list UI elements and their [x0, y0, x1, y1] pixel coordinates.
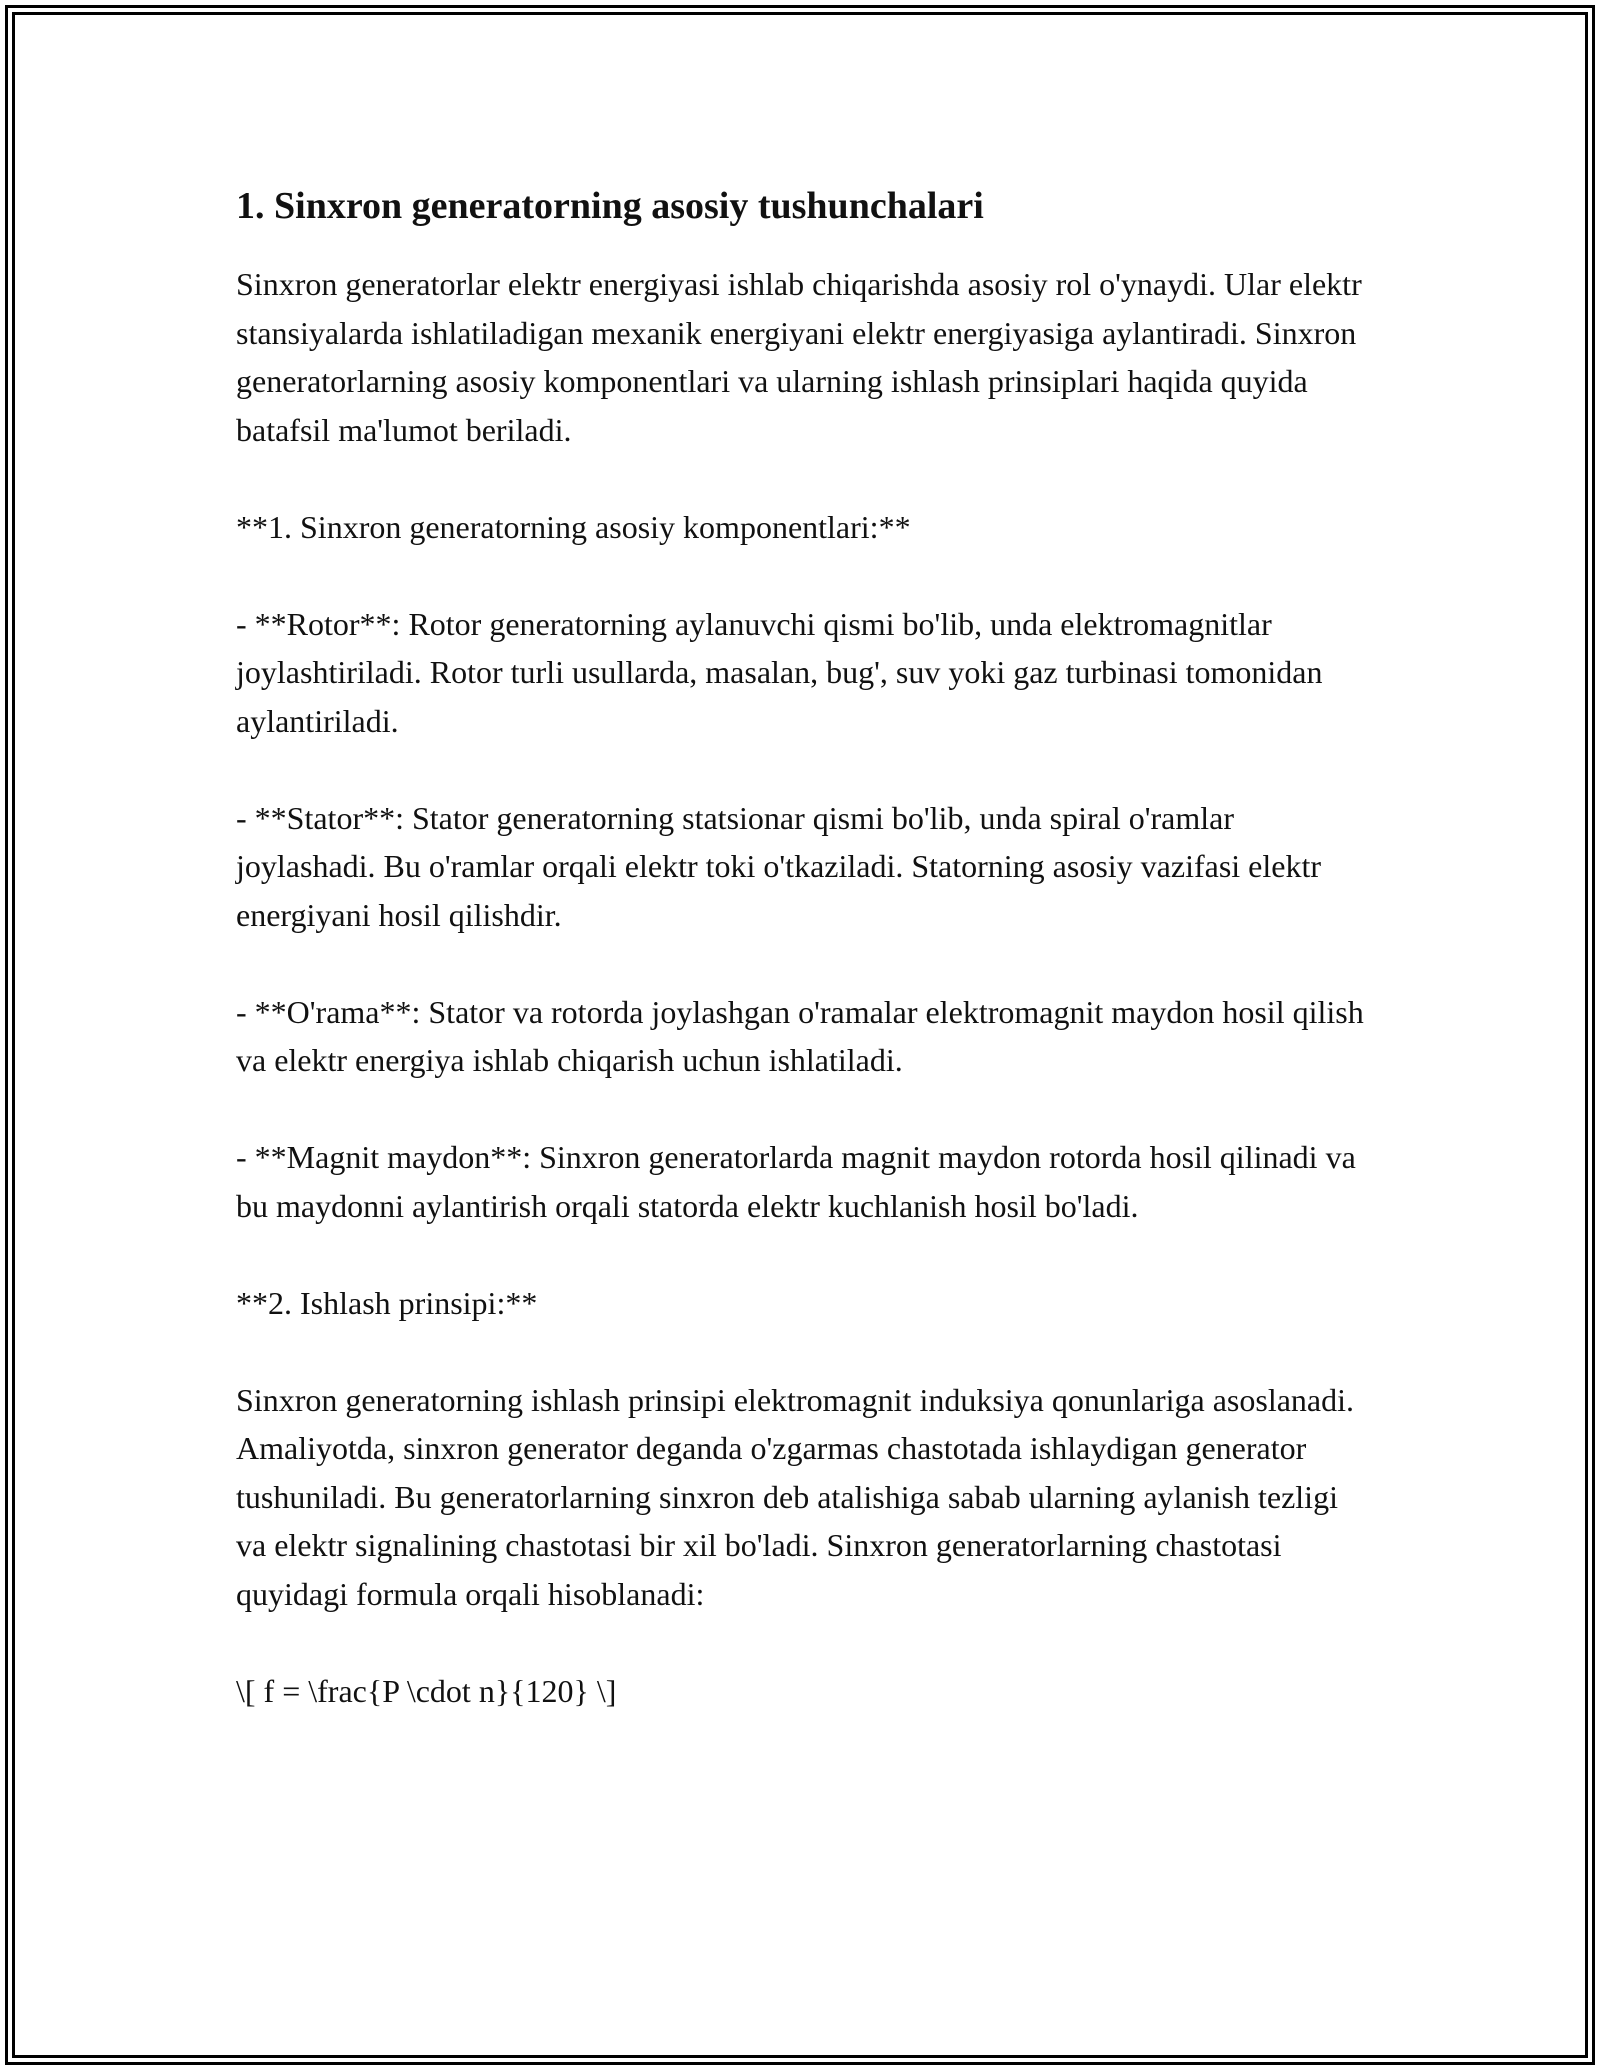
formula: \[ f = \frac{P \cdot n}{120} \]: [236, 1672, 617, 1709]
list-item-stator: - **Stator**: Stator generatorning statsionar qismi bo'lib, unda spiral o'ramlar joylashadi. Bu o'ramlar orqali elektr toki o'tkaziladi. Statorning asosiy vazifasi elektr energiyani hosil qilishdir.: [236, 799, 1322, 933]
section-heading-components: **1. Sinxron generatorning asosiy komponentlari:**: [236, 508, 911, 545]
document-body: [236, 180, 1366, 1715]
list-item-rotor: - **Rotor**: Rotor generatorning aylanuvchi qismi bo'lib, unda elektromagnitlar joylashtiriladi. Rotor turli usullarda, masalan, bug', suv yoki gaz turbinasi tomonidan aylantiriladi.: [236, 605, 1323, 739]
section-heading-principle: **2. Ishlash prinsipi:**: [236, 1284, 538, 1321]
list-item-orama: - **O'rama**: Stator va rotorda joylashgan o'ramalar elektromagnit maydon hosil qilish va elektr energiya ishlab chiqarish uchun ishlatiladi.: [236, 993, 1364, 1078]
document-title: 1. Sinxron generatorning asosiy tushunchalari: [236, 185, 984, 227]
list-item-magnetic-field: - **Magnit maydon**: Sinxron generatorlarda magnit maydon rotorda hosil qilinadi va bu maydonni aylantirish orqali statorda elektr kuchlanish hosil bo'ladi.: [236, 1139, 1356, 1224]
intro-paragraph: Sinxron generatorlar elektr energiyasi ishlab chiqarishda asosiy rol o'ynaydi. Ular elektr stansiyalarda ishlatiladigan mexanik energiyani elektr energiyasiga aylantiradi. Sinxron generatorlarning asosiy komponentlari va ularning ishlash prinsiplari haqida quyida batafsil ma'lumot beriladi.: [236, 266, 1362, 448]
principle-paragraph: Sinxron generatorning ishlash prinsipi elektromagnit induksiya qonunlariga asoslanadi. Amaliyotda, sinxron generator deganda o'zgarmas chastotada ishlaydigan generator tushuniladi. Bu generatorlarning sinxron deb atalishiga sabab ularning aylanish tezligi va elektr signalining chastotasi bir xil bo'ladi. Sinxron generatorlarning chastotasi quyidagi formula orqali hisoblanadi:: [236, 1381, 1355, 1612]
